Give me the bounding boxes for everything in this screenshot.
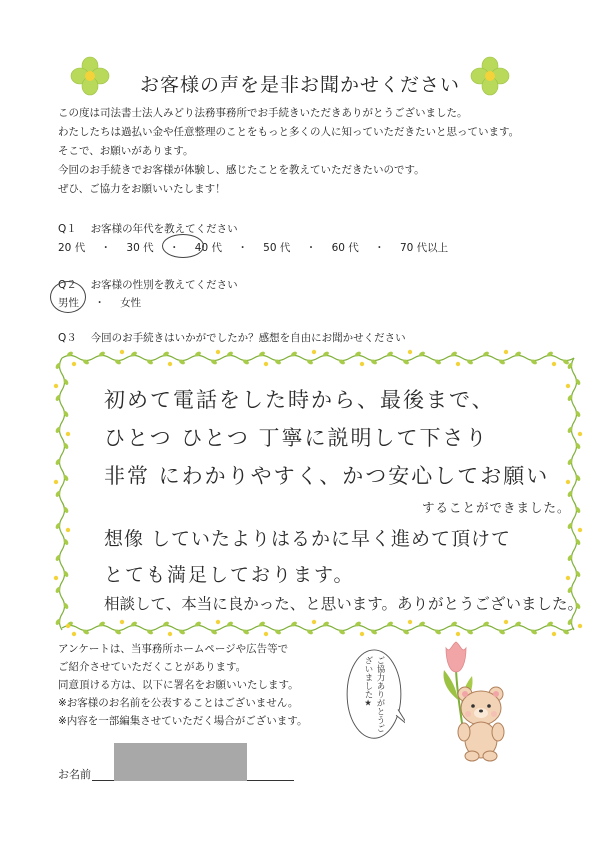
separator: ・	[305, 242, 317, 254]
vine-dot	[216, 620, 220, 624]
vine-dot	[566, 480, 570, 484]
name-label: お名前	[58, 768, 91, 781]
vine-dot	[216, 350, 220, 354]
q2-label: Q２ お客様の性別を教えてください	[58, 279, 238, 291]
vine-dot	[120, 350, 124, 354]
vine-dot	[168, 632, 172, 636]
q1-option[interactable]: 50 代	[263, 242, 291, 254]
consent-text	[58, 640, 307, 730]
intro-line: ぜひ、ご協力をお願いいたします！	[58, 183, 226, 195]
q1-option[interactable]: 60 代	[331, 242, 359, 254]
vine-dot	[54, 384, 58, 388]
q1-option-selected[interactable]: 40 代	[194, 242, 222, 254]
vine-stem	[62, 626, 574, 631]
vine-dot	[264, 362, 268, 366]
separator: ・	[94, 297, 105, 309]
vine-dot	[54, 480, 58, 484]
vine-dot	[312, 620, 316, 624]
q1-label: Q１ お客様の年代を教えてください	[58, 223, 238, 235]
vine-dot	[72, 362, 76, 366]
vine-dot	[552, 632, 556, 636]
comment-line: 想像 していたよりはるかに早く進めて頂けて	[104, 528, 512, 550]
consent-line: ご紹介させていただくことがあります。	[58, 661, 247, 673]
vine-dot	[578, 528, 582, 532]
vine-dot	[504, 620, 508, 624]
vine-dot	[120, 620, 124, 624]
consent-line: ※内容を一部編集させていただく場合がございます。	[58, 715, 308, 727]
page-title: お客様の声を是非お聞かせください	[139, 74, 460, 96]
bear-icon	[452, 684, 512, 762]
comment-line: することができました。	[422, 500, 571, 515]
vine-dot	[456, 362, 460, 366]
intro-line: 今回のお手続きでお客様が体験し、感じたことを教えていただきたいのです。	[58, 164, 425, 176]
intro-line: この度は司法書士法人みどり法務事務所でお手続きいただきありがとうございました。	[58, 107, 468, 119]
consent-line: 同意頂ける方は、以下に署名をお願いいたします。	[58, 679, 299, 691]
q1-option[interactable]: 20 代	[58, 242, 86, 254]
vine-stem	[62, 356, 574, 361]
vine-dot	[66, 432, 70, 436]
vine-dot	[66, 528, 70, 532]
comment-line: 初めて電話をした時から、最後まで、	[104, 388, 495, 412]
consent-line: アンケートは、当事務所ホームページや広告等で	[58, 643, 289, 655]
separator: ・	[168, 242, 180, 254]
vine-dot	[54, 576, 58, 580]
redacted-name	[114, 743, 247, 781]
consent-line: ※お客様のお名前を公表することはございません。	[58, 697, 299, 709]
vine-dot	[504, 350, 508, 354]
vine-dot	[312, 350, 316, 354]
vine-dot	[408, 350, 412, 354]
vine-dot	[72, 632, 76, 636]
bubble-text: ご協力ありがとうございました★	[363, 656, 385, 733]
vine-dot	[360, 632, 364, 636]
q2-option[interactable]: 女性	[120, 297, 142, 309]
vine-dot	[168, 362, 172, 366]
comment-line: 非常 にわかりやすく、かつ安心してお願い	[104, 464, 550, 488]
vine-dot	[264, 632, 268, 636]
vine-dot	[552, 362, 556, 366]
vine-dot	[66, 624, 70, 628]
separator: ・	[237, 242, 248, 254]
q2-option-selected[interactable]: 男性	[58, 297, 79, 309]
separator: ・	[100, 242, 112, 254]
vine-dot	[578, 432, 582, 436]
q3-label: Q３ 今回のお手続きはいかがでしたか？感想を自由にお聞かせください	[58, 332, 406, 344]
intro-line: そこで、お願いがあります。	[58, 145, 194, 157]
q1-option[interactable]: 30 代	[126, 242, 154, 254]
comment-line: 相談して、本当に良かった、と思います。ありがとうございました。	[104, 595, 583, 613]
vine-dot	[360, 362, 364, 366]
comment-line: とても満足しております。	[104, 564, 355, 586]
separator: ・	[374, 242, 385, 254]
comment-line: ひとつ ひとつ 丁寧に説明して下さり	[104, 426, 489, 450]
vine-dot	[456, 632, 460, 636]
vine-dot	[566, 384, 570, 388]
q1-option[interactable]: 70 代以上	[399, 242, 449, 254]
vine-dot	[566, 576, 570, 580]
vine-dot	[408, 620, 412, 624]
vine-dot	[578, 624, 582, 628]
intro-line: わたしたちは過払い金や任意整理のことをもっと多くの人に知っていただきたいと思っています。	[58, 126, 520, 138]
